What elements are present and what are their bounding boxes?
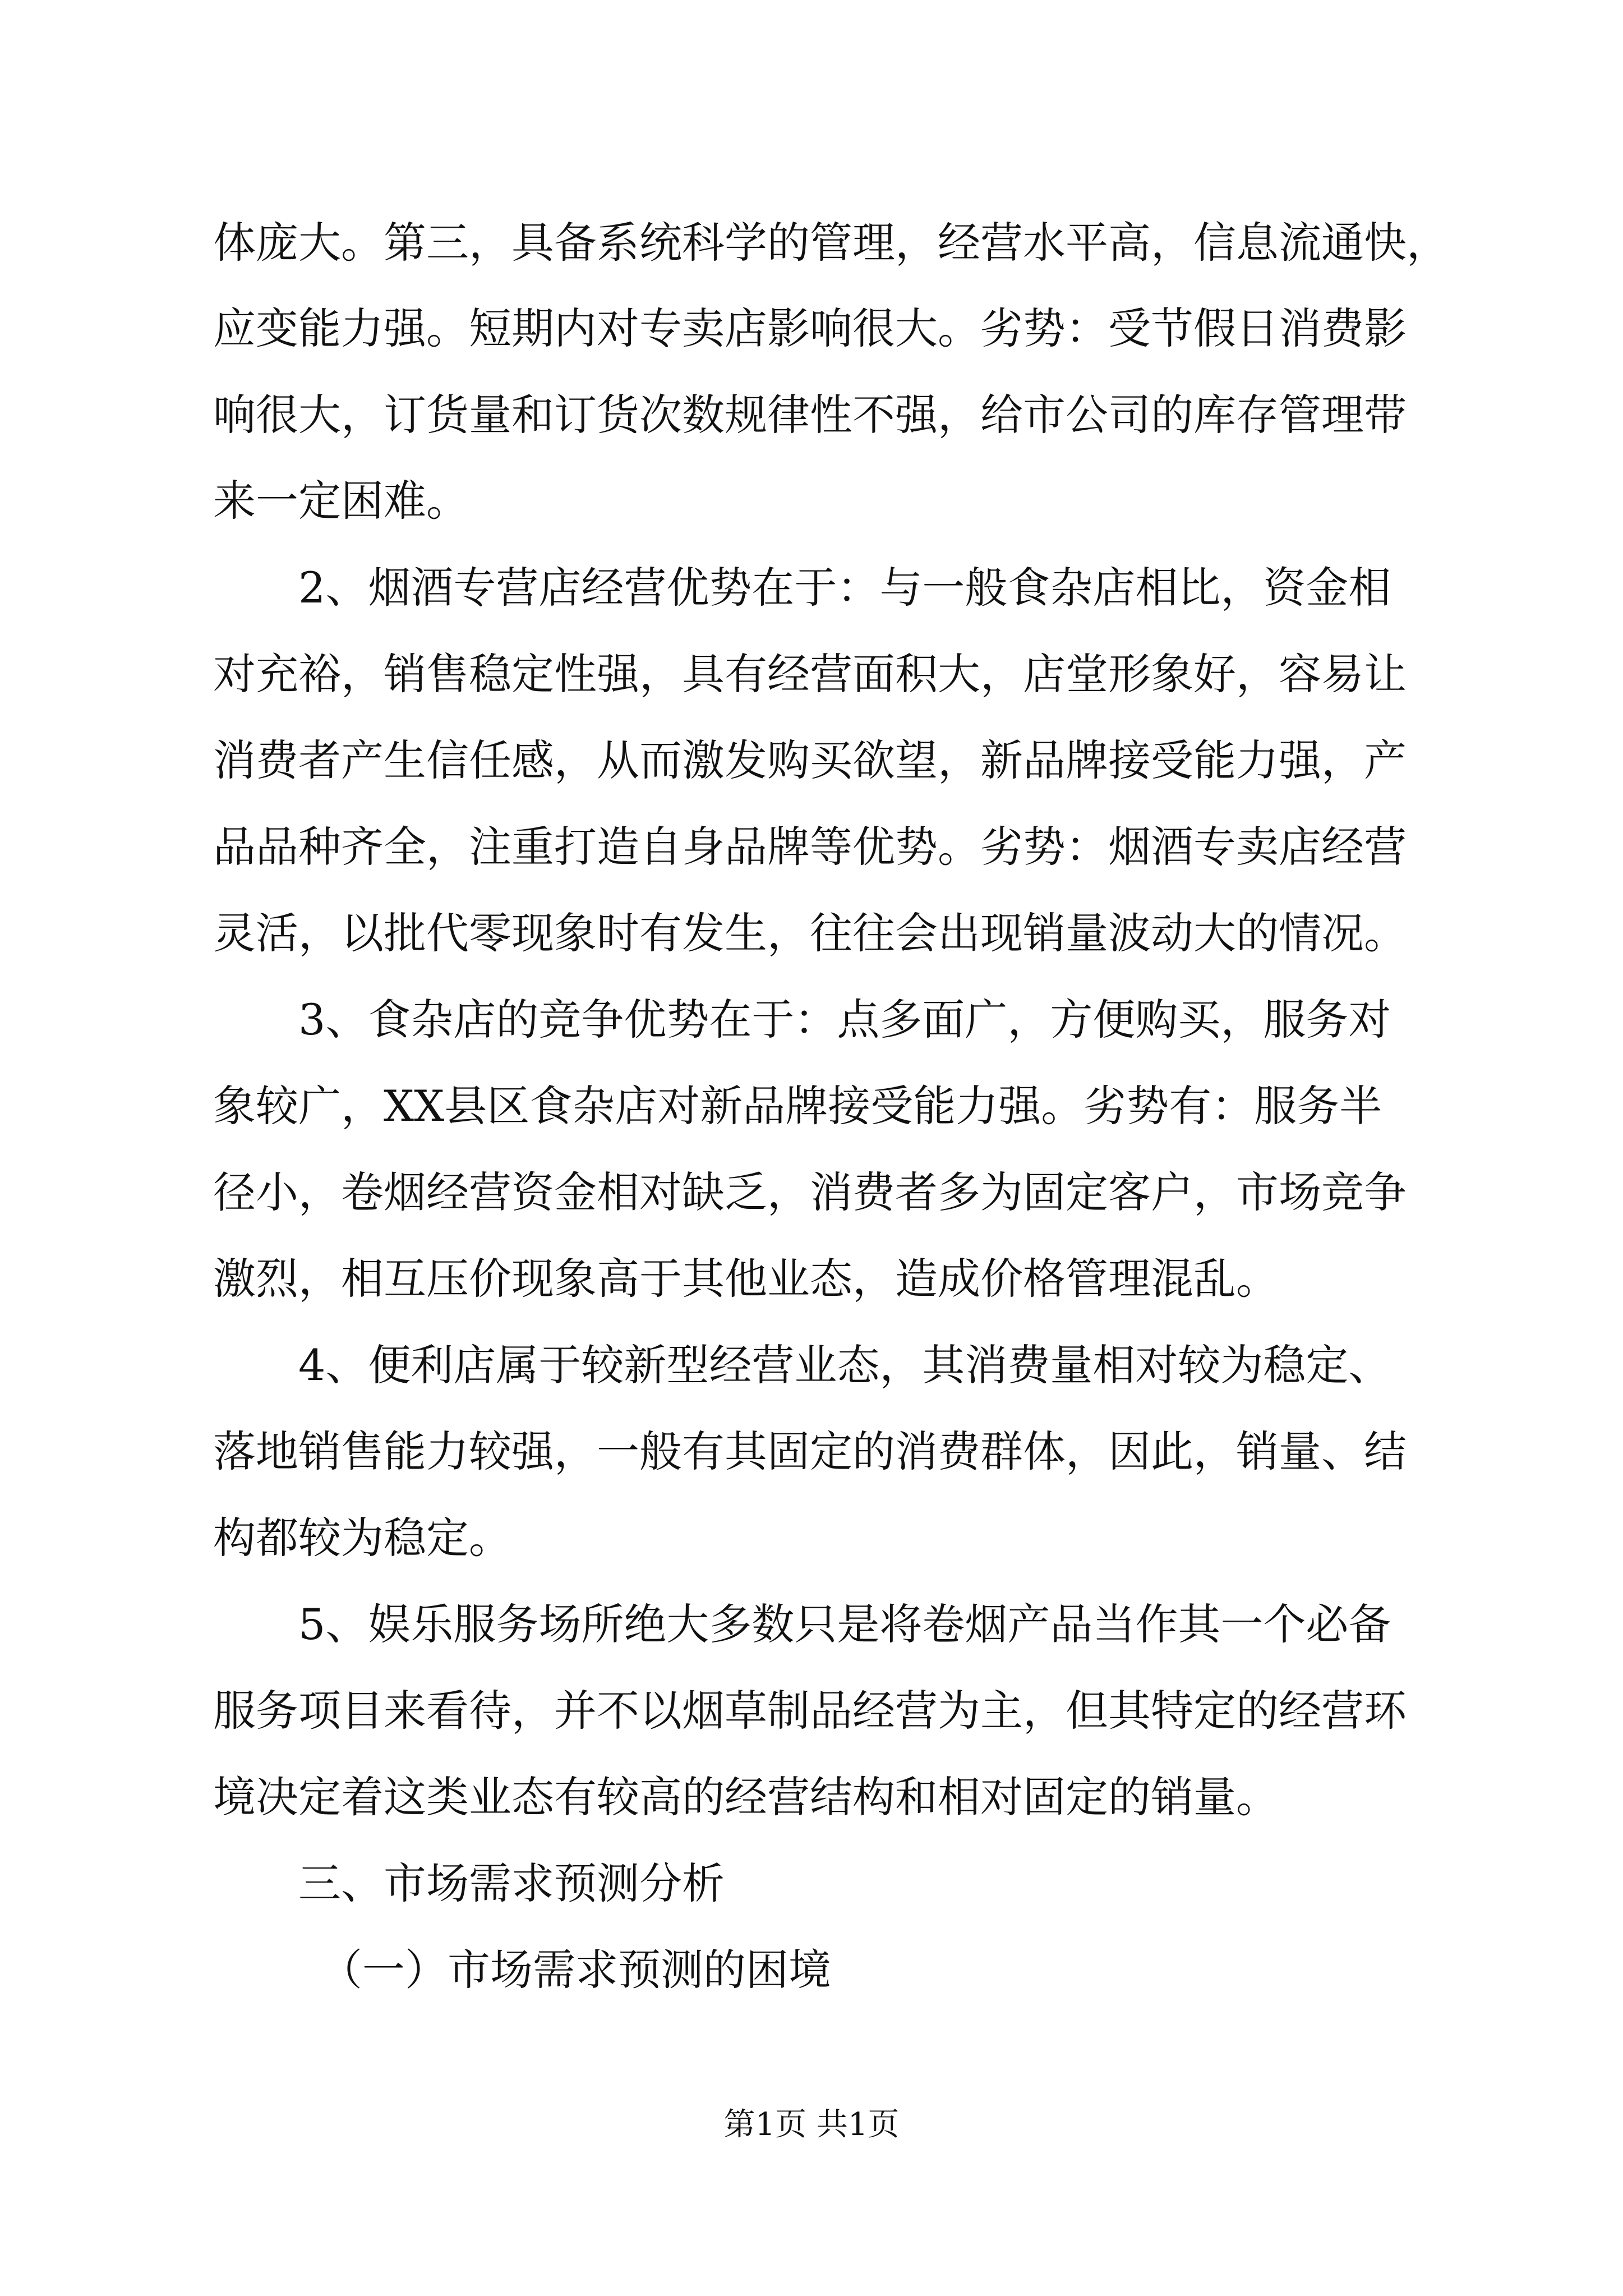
subsection-heading: （一）市场需求预测的困境 xyxy=(320,1945,831,1995)
text-line: 径小，卷烟经营资金相对缺乏，消费者多为固定客户，市场竞争 xyxy=(213,1167,1407,1217)
text-line: 服务项目来看待，并不以烟草制品经营为主，但其特定的经营环 xyxy=(213,1686,1407,1736)
text-line: 消费者产生信任感，从而激发购买欲望，新品牌接受能力强，产 xyxy=(213,735,1407,785)
text-line: 应变能力强。短期内对专卖店影响很大。劣势：受节假日消费影 xyxy=(213,303,1407,353)
text-line: 象较广，XX县区食杂店对新品牌接受能力强。劣势有：服务半 xyxy=(213,1081,1382,1131)
text-line: 对充裕，销售稳定性强，具有经营面积大，店堂形象好，容易让 xyxy=(213,649,1407,699)
text-line: 构都较为稳定。 xyxy=(213,1513,511,1563)
text-line: 体庞大。第三，具备系统科学的管理，经营水平高，信息流通快， xyxy=(213,218,1449,268)
text-line: 灵活，以批代零现象时有发生，往往会出现销量波动大的情况。 xyxy=(213,908,1407,958)
paragraph-5-first-line: 5、娱乐服务场所绝大多数只是将卷烟产品当作其一个必备 xyxy=(298,1599,1391,1649)
page-footer: 第1页 共1页 xyxy=(723,2106,900,2143)
paragraph-3-first-line: 3、食杂店的竞争优势在于：点多面广，方便购买，服务对 xyxy=(298,995,1391,1045)
text-line: 来一定困难。 xyxy=(213,476,469,526)
paragraph-4-first-line: 4、便利店属于较新型经营业态，其消费量相对较为稳定、 xyxy=(298,1340,1391,1390)
text-line: 境决定着这类业态有较高的经营结构和相对固定的销量。 xyxy=(213,1772,1279,1822)
paragraph-2-first-line: 2、烟酒专营店经营优势在于：与一般食杂店相比，资金相 xyxy=(298,563,1391,613)
text-line: 激烈，相互压价现象高于其他业态，造成价格管理混乱。 xyxy=(213,1254,1279,1304)
text-line: 响很大，订货量和订货次数规律性不强，给市公司的库存管理带 xyxy=(213,390,1407,440)
text-line: 品品种齐全，注重打造自身品牌等优势。劣势：烟酒专卖店经营 xyxy=(213,822,1407,872)
text-line: 落地销售能力较强，一般有其固定的消费群体，因此，销量、结 xyxy=(213,1427,1407,1476)
section-heading: 三、市场需求预测分析 xyxy=(298,1858,725,1908)
